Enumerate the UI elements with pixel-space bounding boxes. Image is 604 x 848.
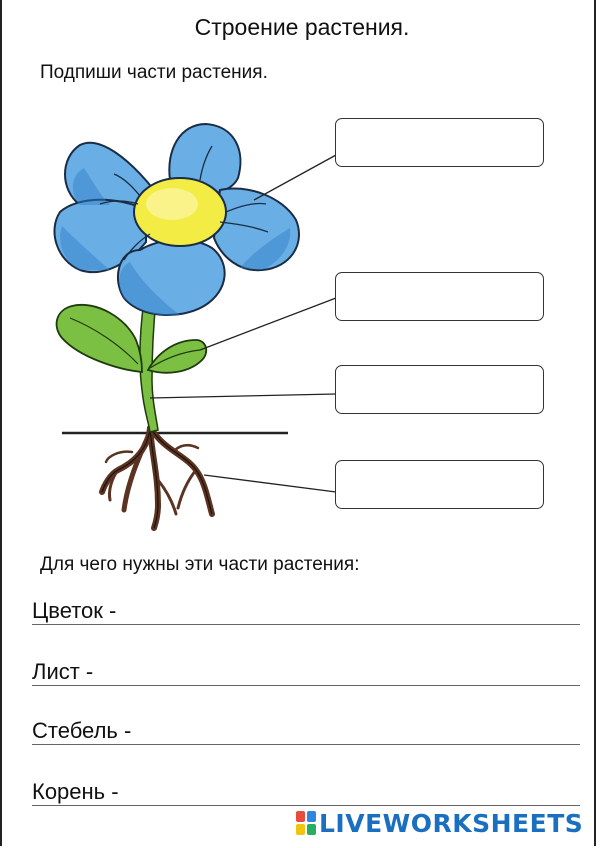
label-box-root[interactable] <box>335 460 544 509</box>
answer-line-root <box>32 775 580 806</box>
answer-label-root: Корень - <box>32 779 119 804</box>
label-input-flower[interactable] <box>336 119 543 166</box>
label-input-root[interactable] <box>336 461 543 508</box>
plant-leaf-right <box>148 340 206 373</box>
answer-input-leaf[interactable] <box>142 657 580 683</box>
answer-label-leaf: Лист - <box>32 659 94 684</box>
label-input-stem[interactable] <box>336 366 543 413</box>
answer-input-flower[interactable] <box>142 596 580 622</box>
plant-leaf-left <box>57 305 142 372</box>
liveworksheets-logo-icon <box>296 811 316 835</box>
label-box-flower[interactable] <box>335 118 544 167</box>
answer-line-flower <box>32 594 580 625</box>
answer-line-leaf <box>32 655 580 686</box>
worksheet-instruction: Подпиши части растения. <box>40 62 268 83</box>
label-box-leaf[interactable] <box>335 272 544 321</box>
label-box-stem[interactable] <box>335 365 544 414</box>
answer-label-stem: Стебель - <box>32 718 132 743</box>
answer-input-root[interactable] <box>142 777 580 803</box>
label-input-leaf[interactable] <box>336 273 543 320</box>
answer-input-stem[interactable] <box>142 716 580 742</box>
liveworksheets-logo[interactable] <box>296 808 583 838</box>
answer-label-flower: Цветок - <box>32 598 117 623</box>
answer-line-stem <box>32 714 580 745</box>
worksheet-question: Для чего нужны эти части растения: <box>40 554 360 575</box>
liveworksheets-logo-text: LIVEWORKSHEETS <box>319 808 584 838</box>
worksheet-title: Строение растения. <box>194 14 410 40</box>
